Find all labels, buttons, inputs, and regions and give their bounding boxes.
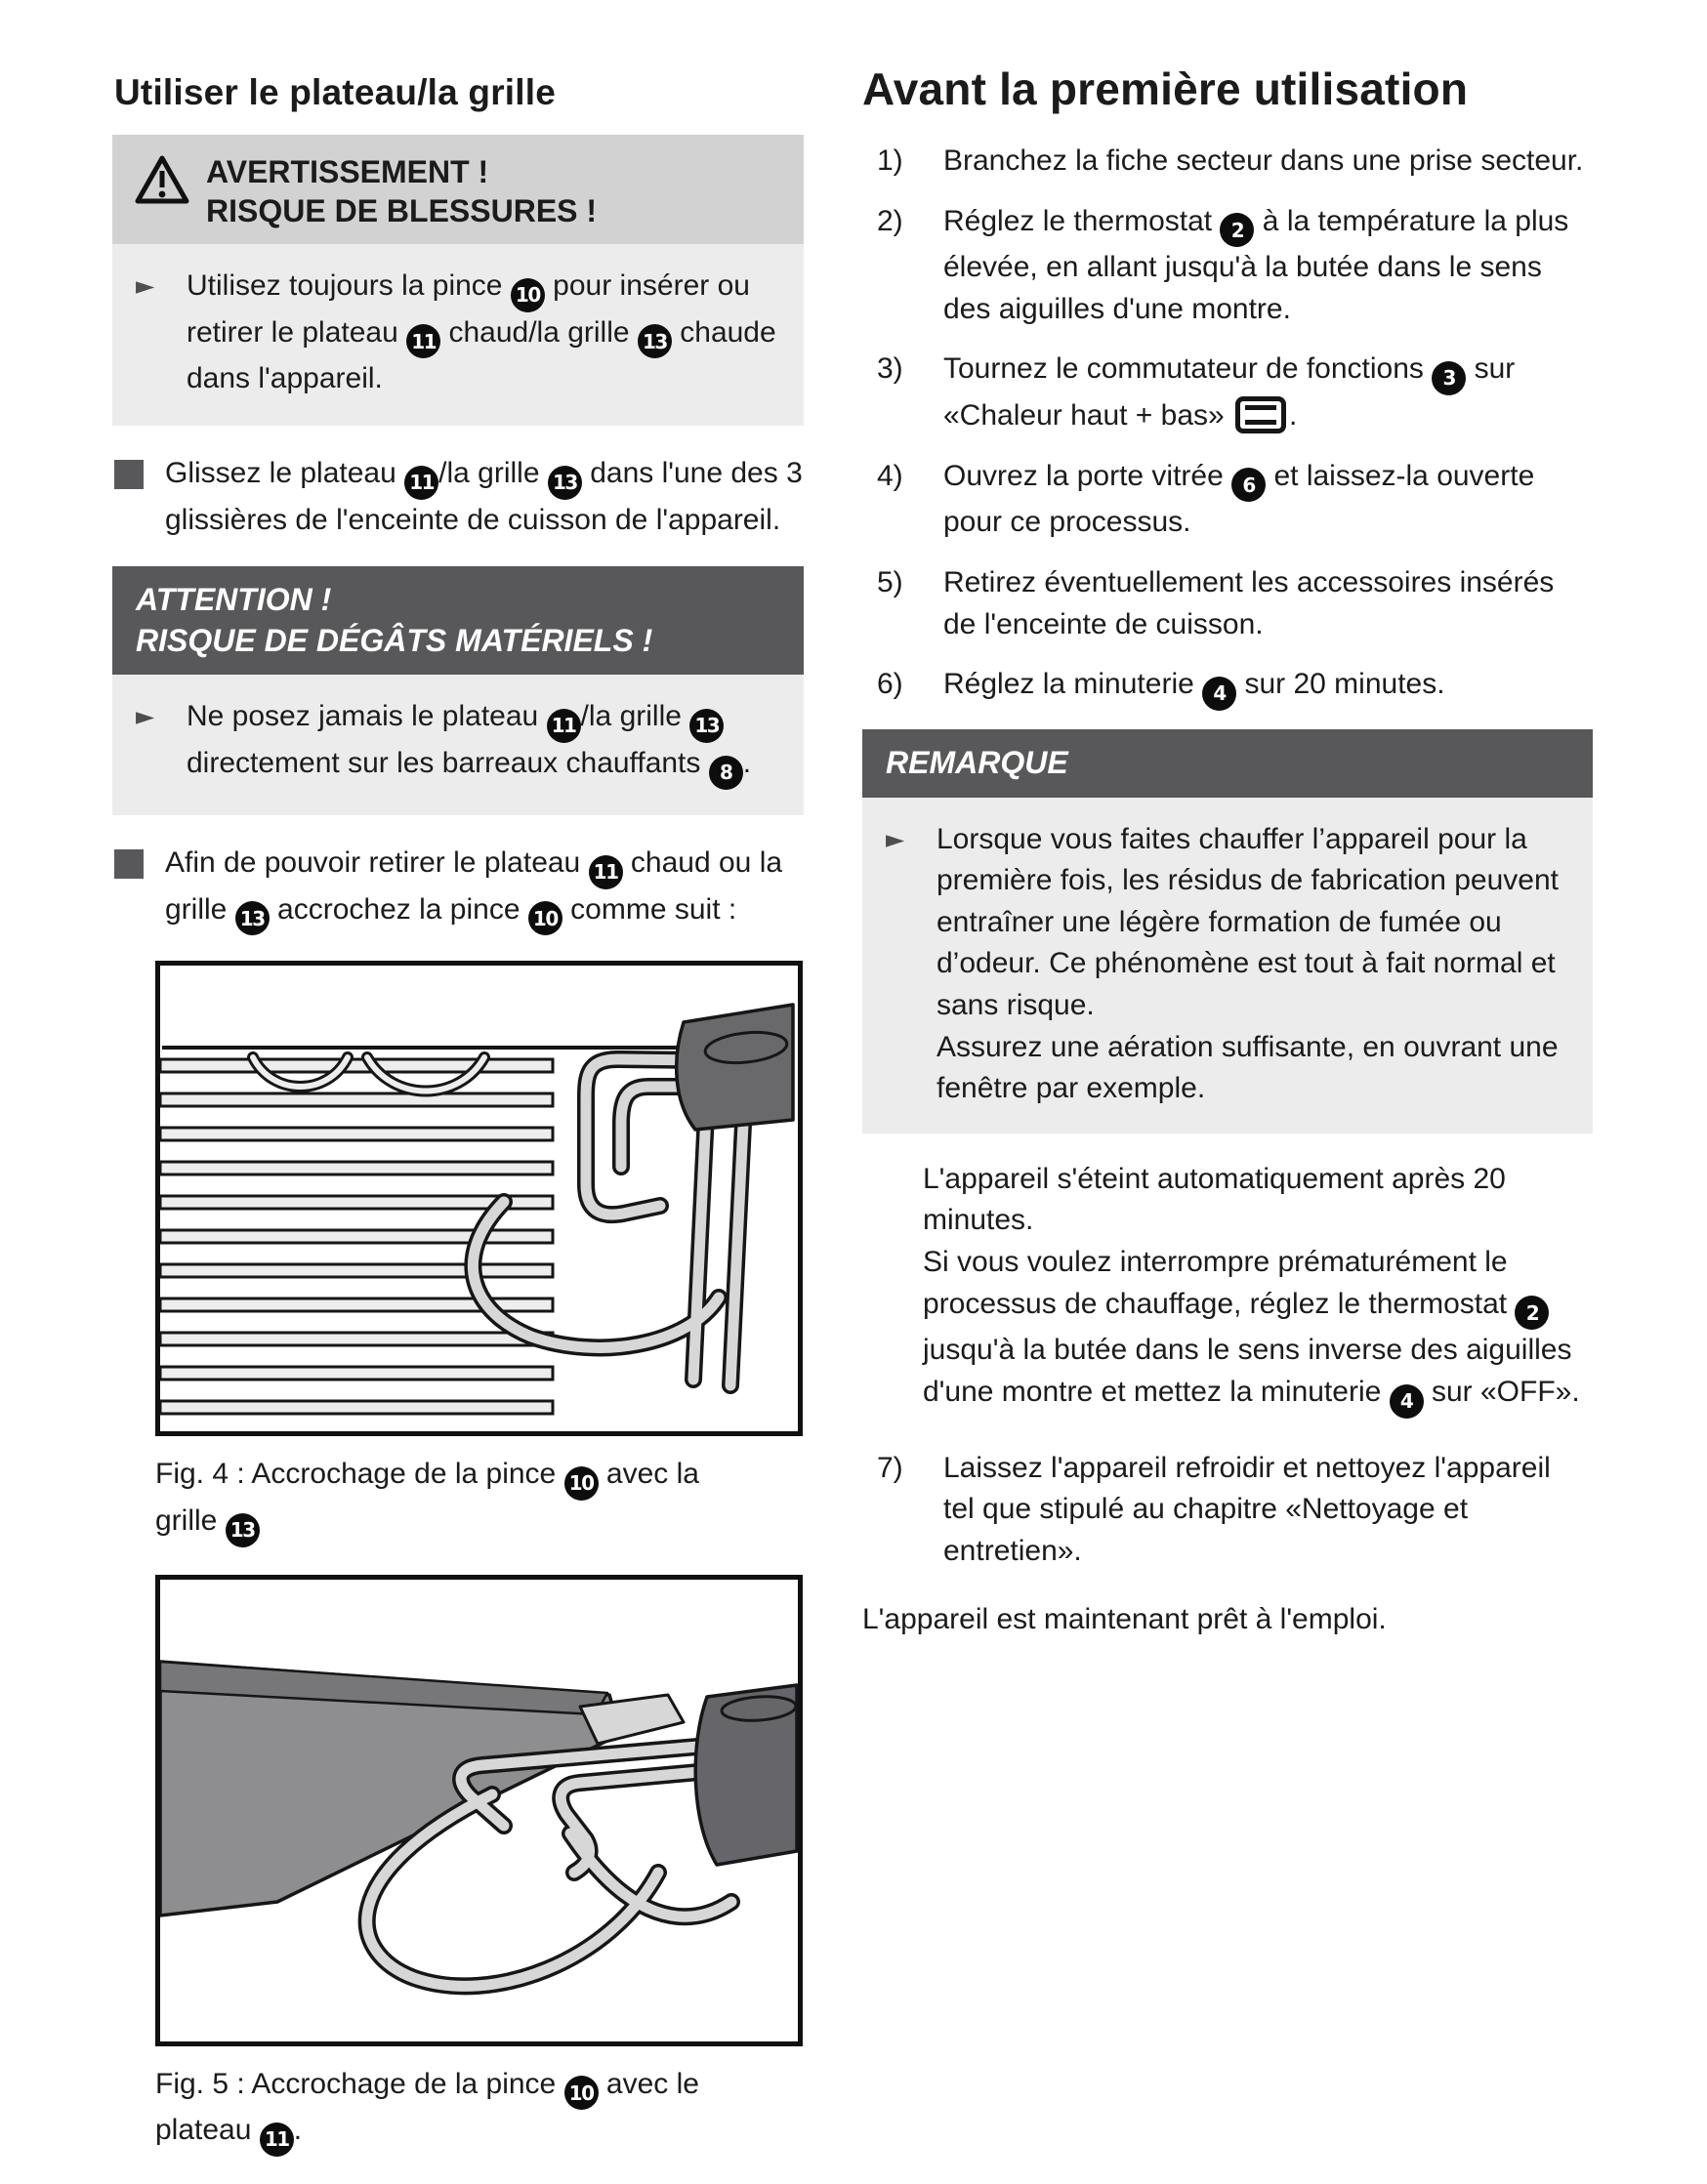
instruction-bullet-afin bbox=[114, 843, 804, 935]
left-column bbox=[112, 62, 804, 2184]
step-item bbox=[877, 201, 1593, 331]
step-text: Tournez le commutateur de fonctions 3 sur «Chaleur haut + bas» . bbox=[943, 352, 1516, 433]
ref-marker-13: 13 bbox=[689, 709, 724, 743]
ref-marker-4: 4 bbox=[1202, 677, 1236, 711]
figure-4-image bbox=[155, 961, 803, 1436]
ref-marker-2: 2 bbox=[1220, 213, 1254, 247]
ref-marker-13: 13 bbox=[226, 1513, 260, 1547]
warning-title-line2: RISQUE DE BLESSURES ! bbox=[206, 193, 598, 228]
instruction-bullet-glissez bbox=[114, 453, 804, 541]
step-text: Réglez le thermostat 2 à la température la plus élevée, en allant jusqu'à la butée dans le sens des aiguilles d'une montre. bbox=[943, 204, 1569, 325]
remark-box-body bbox=[862, 798, 1593, 1133]
warning-bullet bbox=[136, 266, 778, 400]
ref-marker-11: 11 bbox=[404, 466, 438, 500]
step-text: Réglez la minuterie 4 sur 20 minutes. bbox=[943, 664, 1445, 711]
remark-box bbox=[862, 729, 1593, 1133]
step-text: Laissez l'appareil refroidir et nettoyez l'appareil tel que stipulé au chapitre «Nettoyage et entretien». bbox=[943, 1451, 1551, 1567]
warning-box-header bbox=[112, 135, 804, 244]
remark-bullet bbox=[886, 819, 1567, 1110]
warning-title bbox=[206, 150, 597, 230]
ready-text: L'appareil est maintenant prêt à l'emploi. bbox=[862, 1603, 1387, 1636]
step-text: Retirez éventuellement les accessoires insérés de l'enceinte de cuisson. bbox=[943, 566, 1555, 640]
grille-pince-drawing bbox=[160, 966, 798, 1431]
ref-marker-10: 10 bbox=[528, 901, 562, 935]
step-item bbox=[877, 456, 1593, 544]
attention-title-line1: ATTENTION ! bbox=[136, 582, 332, 618]
left-section-title: Utiliser le plateau/la grille bbox=[114, 72, 557, 112]
ref-marker-11: 11 bbox=[589, 855, 623, 889]
auto-off-text: L'appareil s'éteint automatiquement après 20 minutes. bbox=[923, 1162, 1506, 1237]
ref-marker-11: 11 bbox=[260, 2122, 294, 2157]
ref-marker-13: 13 bbox=[638, 324, 672, 358]
instruction-text: Afin de pouvoir retirer le plateau 11 chaud ou la grille 13 accrochez la pince 10 comme suit : bbox=[165, 843, 804, 935]
step-number: 1) bbox=[877, 144, 903, 177]
step-number: 7) bbox=[877, 1451, 903, 1484]
remark-box-header: REMARQUE bbox=[862, 729, 1593, 798]
step-item bbox=[877, 349, 1593, 436]
warning-box bbox=[112, 135, 804, 426]
warning-title-line1: AVERTISSEMENT ! bbox=[206, 154, 489, 189]
note-continuation bbox=[923, 1159, 1587, 1419]
attention-bullet-text: Ne posez jamais le plateau 11 /la grille 13 directement sur les barreaux chauffants 8 . bbox=[187, 696, 778, 789]
step-number: 6) bbox=[877, 668, 903, 701]
ref-marker-10: 10 bbox=[511, 278, 545, 312]
arrow-bullet-icon: ► bbox=[136, 271, 155, 300]
attention-box-header bbox=[112, 566, 804, 675]
attention-box bbox=[112, 566, 804, 815]
step-text: Ouvrez la porte vitrée 6 et laissez-la ouverte pour ce processus. bbox=[943, 459, 1535, 539]
step-number: 3) bbox=[877, 352, 903, 386]
square-bullet-icon bbox=[114, 460, 144, 489]
instruction-text: Glissez le plateau 11 /la grille 13 dans l'une des 3 glissières de l'enceinte de cuisson de l'appareil. bbox=[165, 457, 803, 536]
ref-marker-10: 10 bbox=[564, 1466, 599, 1501]
warning-box-body bbox=[112, 244, 804, 426]
ref-marker-3: 3 bbox=[1432, 361, 1466, 395]
right-column bbox=[862, 62, 1593, 2184]
interrupt-text: Si vous voulez interrompre prématurément le processus de chauffage, réglez le thermostat 2 jusqu'à la butée dans le sens inverse des aiguilles d'une montre et mettez la minuterie 4 sur «OFF». bbox=[923, 1242, 1587, 1419]
plateau-pince-drawing bbox=[160, 1580, 798, 2041]
steps-list bbox=[862, 141, 1593, 711]
warning-triangle-icon bbox=[134, 154, 190, 210]
step-item bbox=[877, 562, 1593, 645]
remark-bullet-text: Lorsque vous faites chauffer l’appareil pour la première fois, les résidus de fabrication peuvent entraîner une légère formation de fumée ou d’odeur. Ce phénomène est tout à fait normal et sans risque. Assurez une aération suffisante, en ouvrant une fenêtre par exemple. bbox=[937, 822, 1560, 1105]
arrow-bullet-icon: ► bbox=[886, 824, 905, 853]
attention-bullet bbox=[136, 696, 778, 789]
ref-marker-13: 13 bbox=[548, 466, 582, 500]
ref-marker-8: 8 bbox=[709, 756, 743, 790]
step-number: 5) bbox=[877, 566, 903, 599]
figure-5-caption: Fig. 5 : Accrochage de la pince 10 avec le plateau 11 . bbox=[155, 2064, 761, 2157]
step-item bbox=[877, 664, 1593, 711]
attention-box-body bbox=[112, 675, 804, 814]
ref-marker-6: 6 bbox=[1231, 468, 1266, 502]
ref-marker-4: 4 bbox=[1390, 1384, 1424, 1419]
step-text: Branchez la fiche secteur dans une prise secteur. bbox=[943, 144, 1584, 177]
step-item bbox=[877, 1448, 1593, 1573]
ref-marker-2: 2 bbox=[1515, 1296, 1549, 1330]
attention-title-line2: RISQUE DE DÉGÂTS MATÉRIELS ! bbox=[136, 622, 653, 658]
ref-marker-10: 10 bbox=[564, 2076, 599, 2110]
right-section-title: Avant la première utilisation bbox=[862, 63, 1469, 114]
heat-top-bottom-icon bbox=[1235, 396, 1286, 433]
square-bullet-icon bbox=[114, 849, 144, 879]
warning-bullet-text: Utilisez toujours la pince 10 pour insérer ou retirer le plateau 11 chaud/la grille 13 chaude dans l'appareil. bbox=[187, 269, 776, 395]
step-number: 4) bbox=[877, 459, 903, 492]
arrow-bullet-icon: ► bbox=[136, 702, 155, 731]
step-item bbox=[877, 141, 1593, 183]
ref-marker-13: 13 bbox=[235, 901, 270, 935]
step-7-container bbox=[862, 1448, 1593, 1573]
ref-marker-11: 11 bbox=[547, 709, 581, 743]
figure-4 bbox=[155, 961, 804, 1546]
figure-5-image bbox=[155, 1575, 803, 2046]
figure-5 bbox=[155, 1575, 804, 2157]
figure-4-caption: Fig. 4 : Accrochage de la pince 10 avec la grille 13 bbox=[155, 1454, 761, 1546]
step-number: 2) bbox=[877, 204, 903, 237]
ref-marker-11: 11 bbox=[406, 324, 440, 358]
